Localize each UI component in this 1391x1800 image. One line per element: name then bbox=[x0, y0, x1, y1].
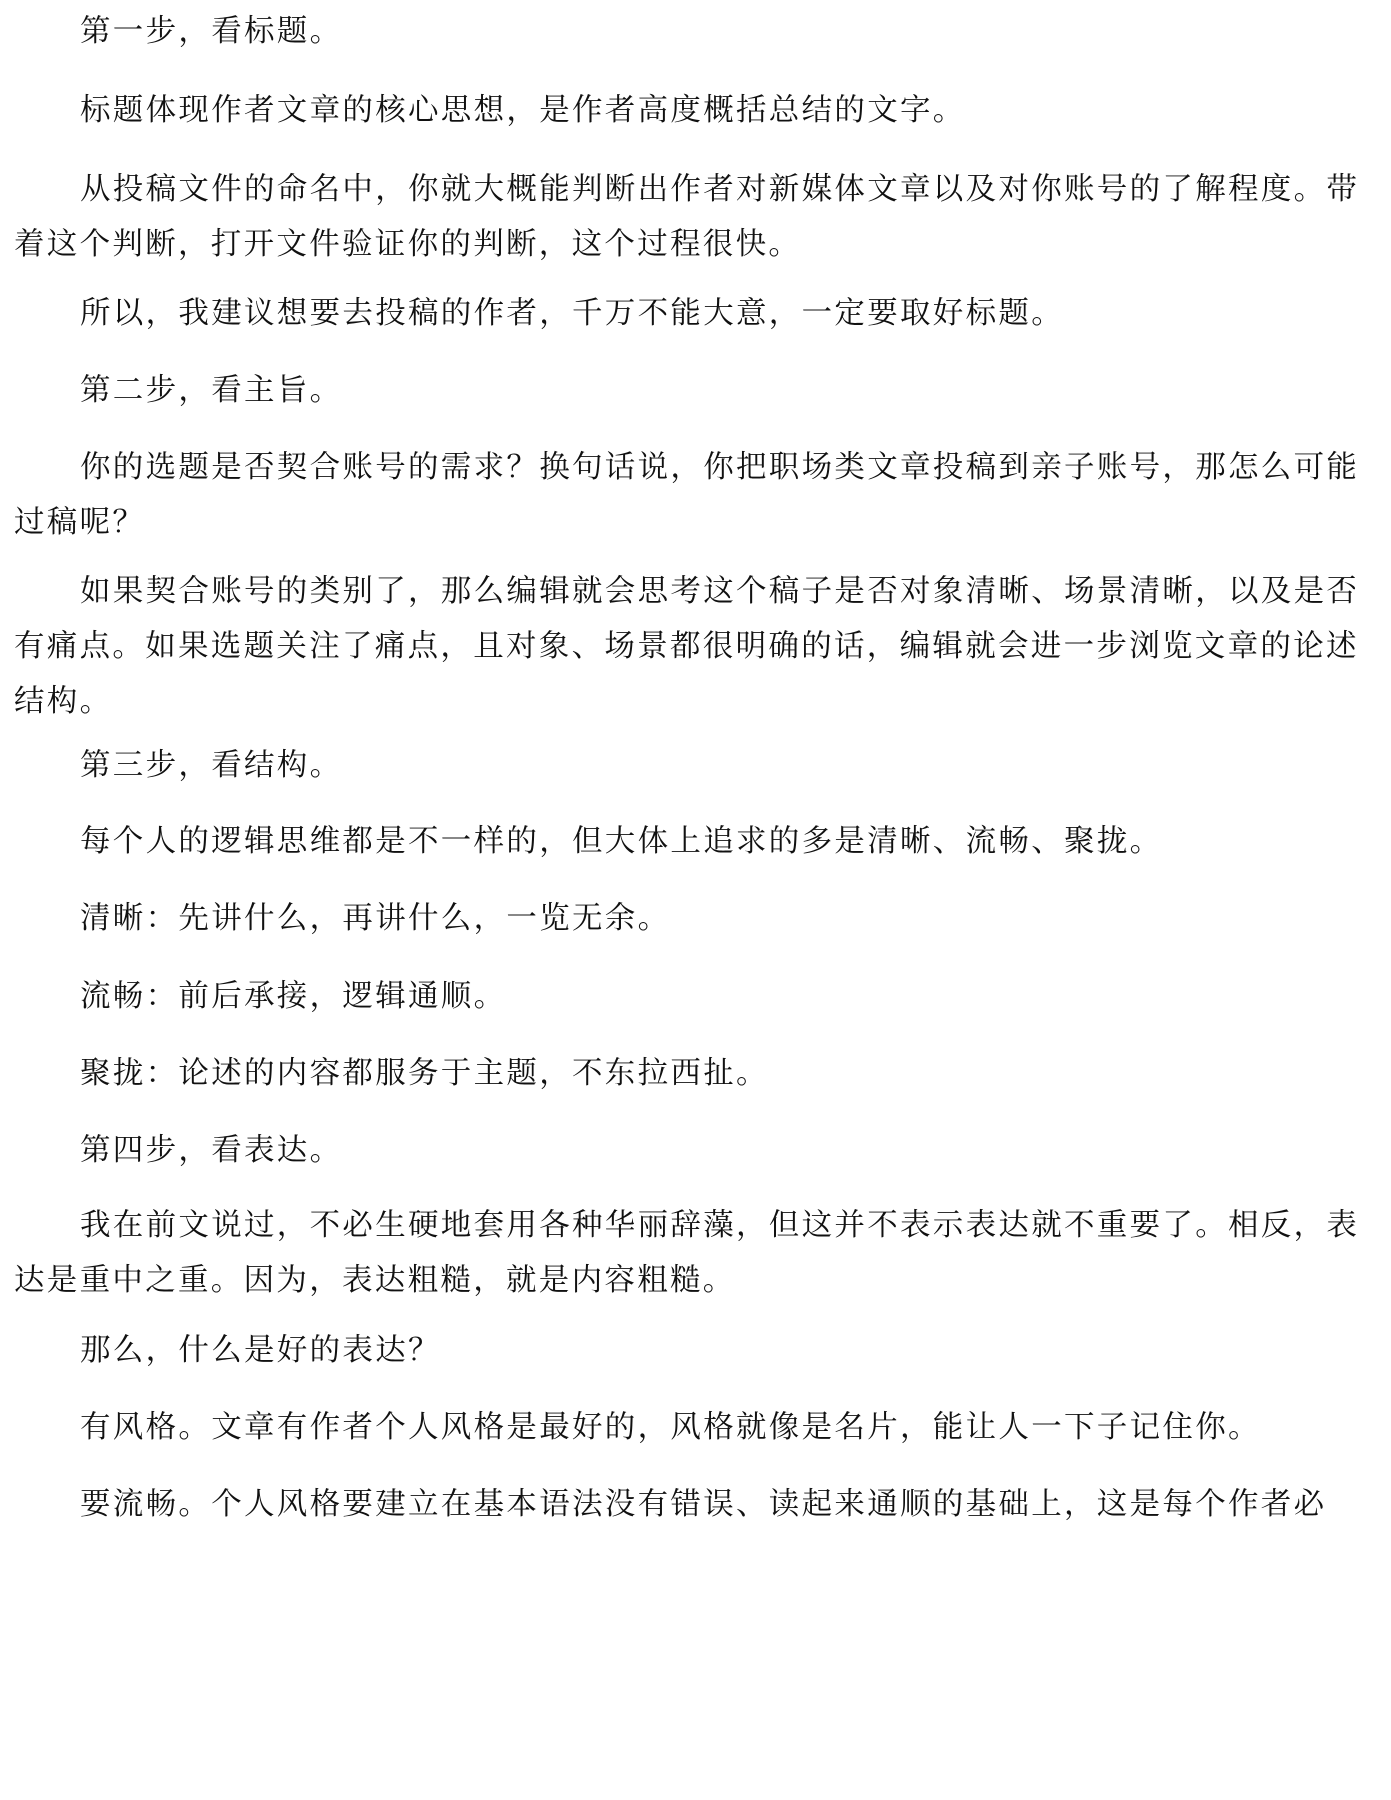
paragraph-expression: 我在前文说过，不必生硬地套用各种华丽辞藻，但这并不表示表达就不重要了。相反，表达是重中之重。因为，表达粗糙，就是内容粗糙。 bbox=[14, 1208, 1360, 1298]
paragraph-fluency: 流畅：前后承接，逻辑通顺。 bbox=[80, 979, 507, 1014]
paragraph-good-expression: 那么，什么是好的表达？ bbox=[80, 1333, 441, 1368]
paragraph-step2-heading: 第二步，看主旨。 bbox=[80, 373, 343, 408]
paragraph-smooth: 要流畅。个人风格要建立在基本语法没有错误、读起来通顺的基础上，这是每个作者必 bbox=[80, 1487, 1327, 1522]
paragraph-title-advice: 所以，我建议想要去投稿的作者，千万不能大意，一定要取好标题。 bbox=[80, 296, 1064, 331]
paragraph-logic-goals: 每个人的逻辑思维都是不一样的，但大体上追求的多是清晰、流畅、聚拢。 bbox=[80, 824, 1163, 859]
paragraph-clarity: 清晰：先讲什么，再讲什么，一览无余。 bbox=[80, 901, 671, 936]
paragraph-step1-heading: 第一步，看标题。 bbox=[80, 14, 343, 49]
paragraph-step4-heading: 第四步，看表达。 bbox=[80, 1133, 343, 1168]
paragraph-topic-fit: 你的选题是否契合账号的需求？换句话说，你把职场类文章投稿到亲子账号，那怎么可能过稿呢？ bbox=[14, 450, 1360, 540]
paragraph-filename-judgment: 从投稿文件的命名中，你就大概能判断出作者对新媒体文章以及对你账号的了解程度。带着这个判断，打开文件验证你的判断，这个过程很快。 bbox=[14, 172, 1360, 262]
paragraph-title-meaning: 标题体现作者文章的核心思想，是作者高度概括总结的文字。 bbox=[80, 93, 966, 128]
paragraph-style: 有风格。文章有作者个人风格是最好的，风格就像是名片，能让人一下子记住你。 bbox=[80, 1410, 1261, 1445]
paragraph-step3-heading: 第三步，看结构。 bbox=[80, 748, 343, 783]
paragraph-focus: 聚拢：论述的内容都服务于主题，不东拉西扯。 bbox=[80, 1056, 769, 1091]
paragraph-editor-review: 如果契合账号的类别了，那么编辑就会思考这个稿子是否对象清晰、场景清晰，以及是否有痛点。如果选题关注了痛点，且对象、场景都很明确的话，编辑就会进一步浏览文章的论述结构。 bbox=[14, 574, 1360, 719]
